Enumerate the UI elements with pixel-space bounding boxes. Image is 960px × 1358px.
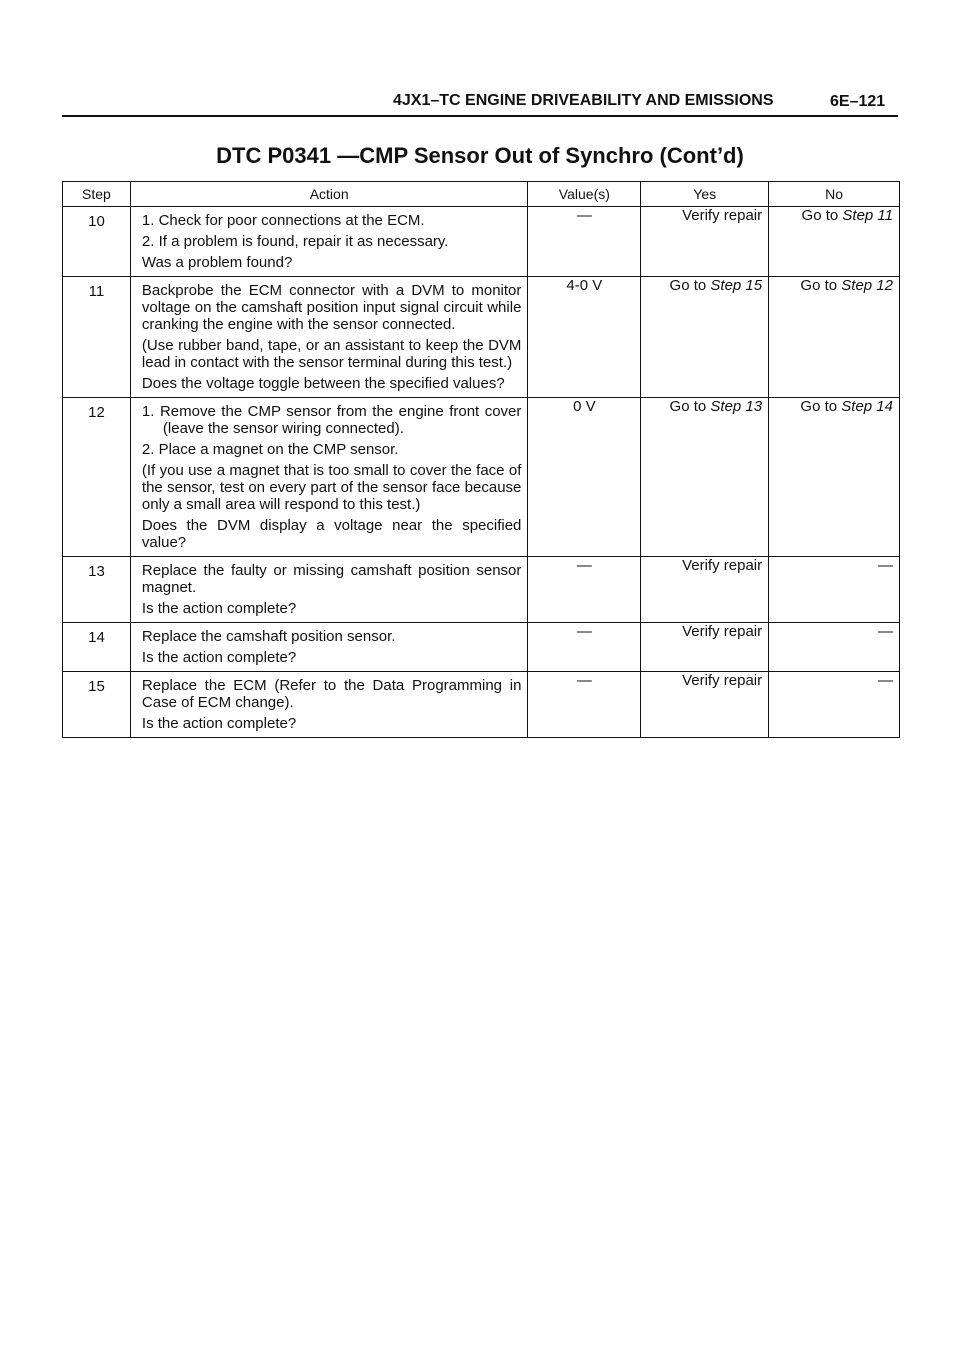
action-text: Backprobe the ECM connector with a DVM to monitor voltage on the camshaft position input signal circuit while cranking the engine with the sensor connected.	[141, 282, 522, 333]
yes-outcome-text: Go to	[669, 398, 711, 415]
no-outcome-text: Go to	[800, 398, 842, 415]
step-number: 14	[63, 623, 131, 672]
yes-cell	[641, 623, 769, 672]
no-cell	[769, 557, 900, 623]
action-text: Is the action complete?	[141, 649, 297, 666]
step-reference: Step 15	[710, 277, 763, 294]
no-outcome-text: Go to	[801, 207, 843, 224]
action-text: Replace the camshaft position sensor.	[141, 628, 396, 645]
action-cell	[130, 277, 527, 398]
step-reference: Step 13	[710, 398, 763, 415]
no-cell	[769, 277, 900, 398]
action-cell	[130, 207, 527, 277]
column-header-step: Step	[63, 182, 131, 207]
action-cell	[130, 672, 527, 738]
yes-cell	[641, 277, 769, 398]
action-text: 2. If a problem is found, repair it as necessary.	[141, 233, 449, 250]
action-cell	[130, 557, 527, 623]
table-row	[63, 557, 900, 623]
action-text: Replace the faulty or missing camshaft position sensor magnet.	[141, 562, 522, 596]
no-cell	[769, 398, 900, 557]
yes-outcome-text: Go to	[669, 277, 711, 294]
value-cell: —	[528, 672, 641, 738]
column-header-values: Value(s)	[528, 182, 641, 207]
column-header-action: Action	[130, 182, 527, 207]
page-title: DTC P0341 —CMP Sensor Out of Synchro (Cont’d)	[216, 143, 744, 168]
table-row	[63, 623, 900, 672]
action-text: 2. Place a magnet on the CMP sensor.	[141, 441, 399, 458]
no-outcome-text: —	[878, 623, 893, 640]
action-text: Does the DVM display a voltage near the specified value?	[141, 517, 522, 551]
step-number: 10	[63, 207, 131, 277]
table-row	[63, 207, 900, 277]
table-header-row	[63, 182, 900, 207]
column-header-yes: Yes	[641, 182, 769, 207]
yes-outcome-text: Verify repair	[682, 623, 763, 640]
no-cell	[769, 207, 900, 277]
step-reference: Step 14	[841, 398, 893, 415]
yes-cell	[641, 398, 769, 557]
action-text: (If you use a magnet that is too small to cover the face of the sensor, test on every part of the sensor face because only a small area will respond to this test.)	[141, 462, 522, 513]
action-text: Is the action complete?	[141, 600, 297, 617]
step-number: 15	[63, 672, 131, 738]
action-text: 1. Check for poor connections at the ECM.	[141, 212, 425, 229]
value-cell: 0 V	[528, 398, 641, 557]
value-cell: —	[528, 623, 641, 672]
yes-outcome-text: Verify repair	[682, 557, 763, 574]
action-text: Replace the ECM (Refer to the Data Programming in Case of ECM change).	[141, 677, 522, 711]
action-cell	[130, 623, 527, 672]
yes-cell	[641, 672, 769, 738]
step-number: 11	[63, 277, 131, 398]
step-number: 13	[63, 557, 131, 623]
action-cell	[130, 398, 527, 557]
action-text: 1. Remove the CMP sensor from the engine front cover (leave the sensor wiring connected).	[141, 403, 522, 437]
column-header-no: No	[769, 182, 900, 207]
yes-cell	[641, 207, 769, 277]
page-number: 6E–121	[830, 93, 886, 110]
value-cell: 4-0 V	[528, 277, 641, 398]
table-body	[63, 207, 900, 738]
no-outcome-text: —	[878, 557, 893, 574]
value-cell: —	[528, 557, 641, 623]
no-outcome-text: —	[878, 672, 893, 689]
value-cell: —	[528, 207, 641, 277]
table-row	[63, 277, 900, 398]
action-text: Was a problem found?	[141, 254, 293, 271]
no-cell	[769, 623, 900, 672]
action-text: (Use rubber band, tape, or an assistant to keep the DVM lead in contact with the sensor terminal during this test.)	[141, 337, 522, 371]
step-reference: Step 11	[842, 207, 893, 224]
yes-cell	[641, 557, 769, 623]
table-row	[63, 672, 900, 738]
no-outcome-text: Go to	[800, 277, 842, 294]
action-text: Is the action complete?	[141, 715, 297, 732]
table-row	[63, 398, 900, 557]
no-cell	[769, 672, 900, 738]
action-text: Does the voltage toggle between the specified values?	[141, 375, 505, 392]
diagnostic-table	[62, 181, 900, 738]
yes-outcome-text: Verify repair	[682, 207, 763, 224]
page-header	[0, 90, 960, 120]
yes-outcome-text: Verify repair	[682, 672, 763, 689]
step-number: 12	[63, 398, 131, 557]
step-reference: Step 12	[841, 277, 893, 294]
section-title: 4JX1–TC ENGINE DRIVEABILITY AND EMISSIONS	[393, 92, 774, 109]
header-rule	[62, 115, 898, 117]
